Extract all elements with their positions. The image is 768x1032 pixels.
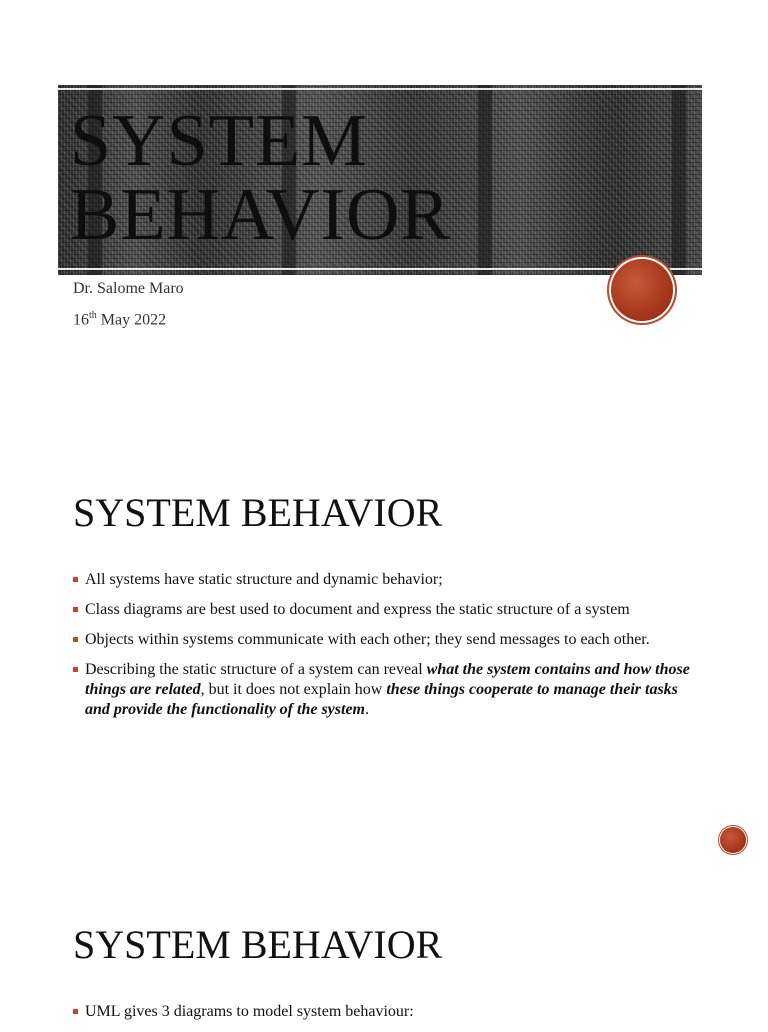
- content-slide-2: [0, 432, 768, 864]
- title-slide: [0, 0, 768, 432]
- banner-stripe: [672, 85, 686, 275]
- presentation-date: [73, 310, 166, 329]
- bullet-emphasis: these things cooperate to manage their tasks and provide the functionality of the system: [85, 681, 678, 718]
- bullet-emphasis: what the system contains and how those things are related: [85, 661, 690, 698]
- list-item: [73, 570, 701, 590]
- slide-title-line-2: BEHAVIOR: [70, 174, 451, 256]
- content-slide-3: [0, 864, 768, 1024]
- bullet-text: Objects within systems communicate with each other; they send messages to each other.: [85, 631, 650, 648]
- bullet-square-icon: [73, 577, 78, 582]
- list-item: [73, 630, 701, 650]
- list-item: [73, 1002, 701, 1022]
- bullet-text-part: Describing the static structure of a system can reveal: [85, 661, 427, 678]
- bullet-square-icon: [73, 637, 78, 642]
- banner-rule-top: [58, 88, 702, 90]
- bullet-square-icon: [73, 667, 78, 672]
- slide-title-line-1: SYSTEM: [70, 100, 368, 182]
- date-suffix: th: [89, 310, 97, 321]
- banner-rule-bottom: [58, 268, 702, 270]
- bullet-text-part: .: [365, 701, 369, 718]
- bullet-square-icon: [73, 607, 78, 612]
- bullet-list: [73, 570, 701, 730]
- date-month-year: May 2022: [96, 311, 167, 329]
- slide-title: [70, 100, 451, 256]
- slide-heading: SYSTEM BEHAVIOR: [73, 922, 443, 967]
- list-item: [73, 660, 701, 720]
- list-item: [73, 600, 701, 620]
- bullet-text-part: , but it does not explain how: [200, 681, 387, 698]
- bullet-list: [73, 1002, 701, 1032]
- bullet-text: UML gives 3 diagrams to model system behaviour:: [85, 1003, 414, 1020]
- slide-heading: SYSTEM BEHAVIOR: [73, 490, 443, 535]
- author-name: Dr. Salome Maro: [73, 280, 184, 297]
- date-day: 16: [73, 311, 89, 329]
- decorative-circle-icon: [611, 259, 673, 321]
- bullet-square-icon: [73, 1009, 78, 1014]
- decorative-circle-icon: [720, 827, 746, 853]
- bullet-text: All systems have static structure and dynamic behavior;: [85, 571, 443, 588]
- bullet-text: Class diagrams are best used to document and express the static structure of a system: [85, 601, 630, 618]
- banner-stripe: [478, 85, 492, 275]
